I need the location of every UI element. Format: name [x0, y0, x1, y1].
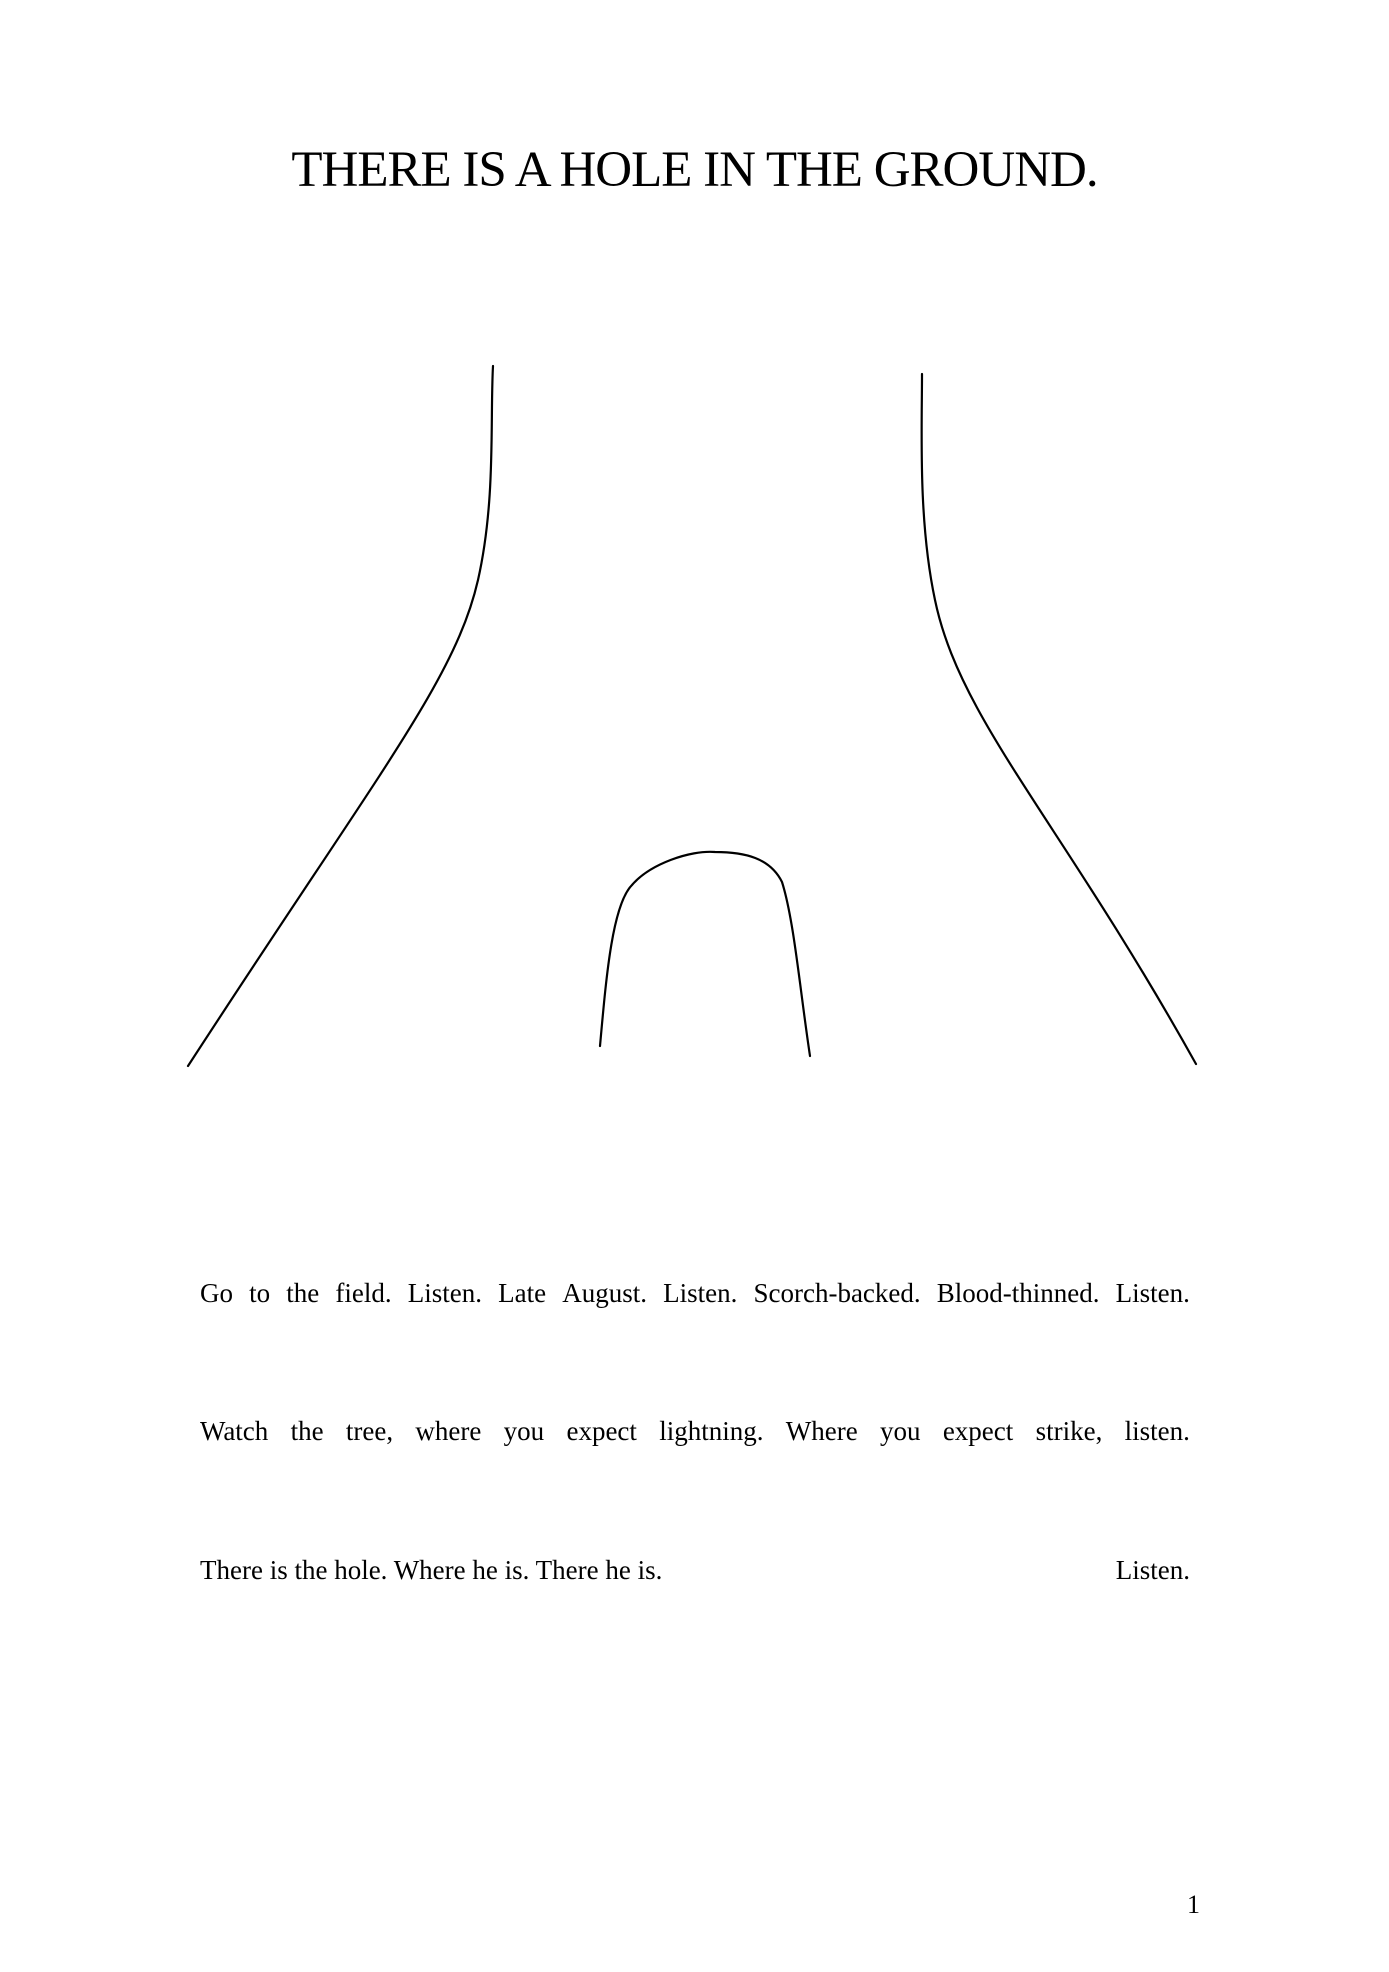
- word: you: [880, 1416, 921, 1446]
- page-number: 1: [1187, 1890, 1200, 1919]
- text-line-3-right: Listen.: [1115, 1555, 1190, 1585]
- text-line-3-left: There is the hole. Where he is. There he is.: [200, 1555, 663, 1585]
- word: field.: [335, 1278, 392, 1308]
- text-line-3: [200, 1557, 1190, 1584]
- word: Listen.: [407, 1278, 482, 1308]
- word: Where: [785, 1416, 858, 1446]
- trunk-right-edge: [922, 374, 1196, 1064]
- hole-arch: [600, 852, 810, 1056]
- word: you: [503, 1416, 545, 1446]
- word: strike,: [1035, 1416, 1103, 1446]
- word: Watch: [200, 1416, 269, 1446]
- word: lightning.: [659, 1416, 764, 1446]
- word: Late: [498, 1278, 547, 1308]
- word: to: [249, 1278, 271, 1308]
- text-line-1: [200, 1280, 1190, 1307]
- word: the: [290, 1416, 324, 1446]
- word: Listen.: [663, 1278, 738, 1308]
- word: August.: [562, 1278, 647, 1308]
- word: where: [415, 1416, 482, 1446]
- word: expect: [942, 1416, 1014, 1446]
- page-title: THERE IS A HOLE IN THE GROUND.: [291, 142, 1098, 198]
- word: tree,: [345, 1416, 394, 1446]
- word: Blood-thinned.: [936, 1278, 1100, 1308]
- word: Go: [200, 1278, 233, 1308]
- word: listen.: [1124, 1416, 1190, 1446]
- trunk-left-edge: [188, 366, 493, 1066]
- word: Scorch-backed.: [753, 1278, 921, 1308]
- word: the: [286, 1278, 320, 1308]
- word: Listen.: [1115, 1278, 1190, 1308]
- word: expect: [566, 1416, 637, 1446]
- text-line-2: [200, 1418, 1190, 1445]
